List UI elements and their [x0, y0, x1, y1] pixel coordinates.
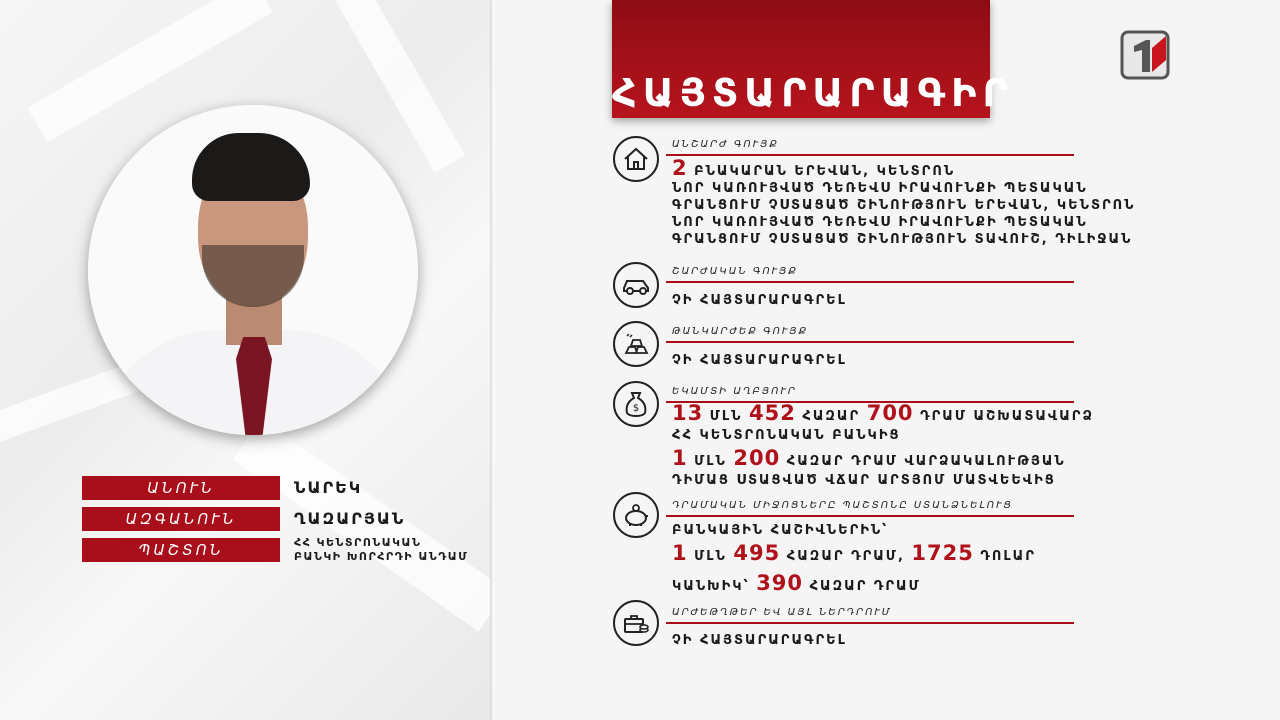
securities-value: ՉԻ ՀԱՅՏԱՐԱՐԱԳՐԵԼ: [672, 633, 847, 648]
bank-accounts-label: ԲԱՆԿԱՅԻՆ ՀԱՇԻՎՆԵՐԻՆ՝: [672, 523, 889, 538]
real-estate-line-5: ԳՐԱՆՑՈՒՄ ՉՍՏԱՑԱԾ ՇԻՆՈՒԹՅՈՒՆ ՏԱՎՈՒՇ, ԴԻԼԻՋԱՆ: [672, 232, 1133, 247]
real-estate-label: ԱՆՇԱՐԺ ԳՈՒՅՔ: [672, 139, 779, 150]
real-estate-details: [672, 156, 1136, 248]
movable-value: ՉԻ ՀԱՅՏԱՐԱՐԱԳՐԵԼ: [672, 293, 847, 308]
rent-line: [672, 446, 1094, 471]
rent-description: ՀԱԶԱՐ ԴՐԱՄ ՎԱՐՁԱԿԱԼՈՒԹՅԱՆ: [786, 454, 1066, 469]
position-value-line-1: ՀՀ ԿԵՆՏՐՈՆԱԿԱՆ: [294, 536, 422, 549]
real-estate-line-1: ԲՆԱԿԱՐԱՆ ԵՐԵՎԱՆ, ԿԵՆՏՐՈՆ: [694, 164, 956, 179]
funds-details: [672, 520, 1036, 598]
valuables-value: ՉԻ ՀԱՅՏԱՐԱՐԱԳՐԵԼ: [672, 353, 847, 368]
real-estate-line-3: ԳՐԱՆՑՈՒՄ ՉՍՏԱՑԱԾ ՇԻՆՈՒԹՅՈՒՆ ԵՐԵՎԱՆ, ԿԵՆՏՐՈՆ: [672, 198, 1136, 213]
funds-unit-mln: ՄԼՆ: [694, 549, 727, 564]
position-value-line-2: ԲԱՆԿԻ ԽՈՐՀՐԴԻ ԱՆԴԱՄ: [294, 550, 469, 563]
cash-amount: 390: [756, 571, 804, 595]
page-title: ՀԱՅՏԱՐԱՐԱԳԻՐ: [612, 71, 1014, 115]
valuables-label: ԹԱՆԿԱՐԺԵՔ ԳՈՒՅՔ: [672, 326, 809, 337]
surname-label: ԱԶԳԱՆՈՒՆ: [82, 507, 280, 531]
channel-1-logo-icon: [1120, 30, 1170, 80]
salary-source: ՀՀ ԿԵՆՏՐՈՆԱԿԱՆ ԲԱՆԿԻՑ: [672, 428, 901, 443]
position-label: ՊԱՇՏՈՆ: [82, 538, 280, 562]
valuables-divider: [666, 341, 1074, 343]
funds-thousands: 495: [733, 541, 781, 565]
movable-divider: [666, 281, 1074, 283]
svg-text:$: $: [632, 403, 640, 414]
cash-unit: ՀԱԶԱՐ ԴՐԱՄ: [809, 579, 921, 594]
rent-thousands: 200: [733, 446, 781, 470]
salary-thousands: 452: [748, 401, 796, 425]
funds-divider: [666, 515, 1074, 517]
cash-line: [672, 572, 1036, 598]
income-label: ԵԿԱՄՏԻ ԱՂԲՅՈՒՐ: [672, 386, 797, 397]
name-value: ՆԱՐԵԿ: [294, 478, 363, 497]
real-estate-line-2: ՆՈՐ ԿԱՌՈՒՅՎԱԾ ԴԵՌԵՎՍ ԻՐԱՎՈՒՆՔԻ ՊԵՏԱԿԱՆ: [672, 181, 1088, 196]
funds-label: ԴՐԱՄԱԿԱՆ ՄԻՋՈՑՆԵՐԸ ՊԱՇՏՈՆԸ ՍՏԱՆՁՆԵԼՈՒՑ: [672, 500, 1013, 511]
apartment-count: 2: [672, 156, 688, 180]
income-details: [672, 401, 1094, 490]
salary-units: 700: [866, 401, 914, 425]
car-icon: [613, 262, 659, 308]
salary-unit-thousand: ՀԱԶԱՐ: [802, 409, 861, 424]
salary-description: ԴՐԱՄ ԱՇԽԱՏԱՎԱՐՁ: [920, 409, 1094, 424]
position-value: [294, 536, 468, 564]
gold-bars-icon: [613, 321, 659, 367]
house-icon: [613, 136, 659, 182]
name-label: ԱՆՈՒՆ: [82, 476, 280, 500]
briefcase-coins-icon: [613, 600, 659, 646]
surname-value: ՂԱԶԱՐՅԱՆ: [294, 509, 406, 528]
movable-label: ՇԱՐԺԱԿԱՆ ԳՈՒՅՔ: [672, 266, 798, 277]
rent-unit-mln: ՄԼՆ: [694, 454, 727, 469]
person-photo: [88, 105, 418, 435]
securities-label: ԱՐԺԵԹՂԹԵՐ ԵՎ ԱՅԼ ՆԵՐԴՐՈՒՄ: [672, 607, 892, 618]
funds-millions: 1: [672, 541, 688, 565]
funds-unit-dollar: ԴՈԼԱՐ: [980, 549, 1036, 564]
bank-accounts-line: [672, 542, 1036, 568]
salary-millions: 13: [672, 401, 704, 425]
real-estate-divider: [666, 154, 1074, 156]
real-estate-line-4: ՆՈՐ ԿԱՌՈՒՅՎԱԾ ԴԵՌԵՎՍ ԻՐԱՎՈՒՆՔԻ ՊԵՏԱԿԱՆ: [672, 215, 1088, 230]
salary-line: [672, 401, 1094, 426]
securities-divider: [666, 622, 1074, 624]
cash-label: ԿԱՆԽԻԿ՝: [672, 579, 750, 594]
salary-unit-mln: ՄԼՆ: [709, 409, 743, 424]
funds-unit-thousand: ՀԱԶԱՐ ԴՐԱՄ,: [786, 549, 905, 564]
rent-millions: 1: [672, 446, 688, 470]
money-bag-icon: [613, 381, 659, 427]
rent-source: ԴԻՄԱՑ ՍՏԱՑՎԱԾ ՎՃԱՐ ԱՐՏՅՈՄ ՄԱՏՎԵԵՎԻՑ: [672, 473, 1056, 488]
piggy-bank-icon: [613, 492, 659, 538]
funds-dollars: 1725: [911, 541, 974, 565]
